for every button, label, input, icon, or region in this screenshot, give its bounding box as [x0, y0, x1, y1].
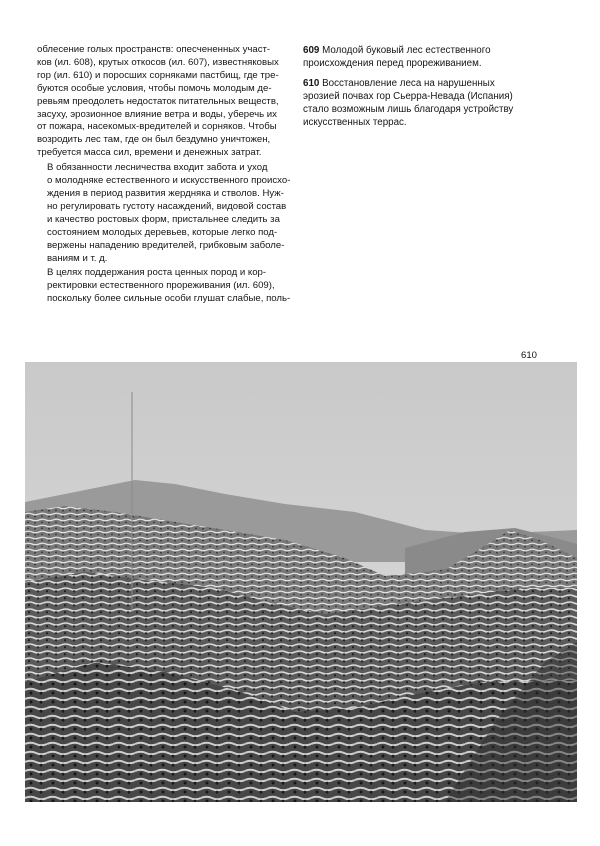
- text-line: ков (ил. 608), крутых откосов (ил. 607), известняковых: [37, 56, 279, 68]
- text-line: о молодняке естественного и искусственного происхо-: [47, 175, 291, 187]
- text-line: ректировки естественного прореживания (ил. 609),: [47, 280, 275, 292]
- text-line: облесение голых пространств: опесчененных участ-: [37, 44, 271, 55]
- text-line: В целях поддержания роста ценных пород и кор-: [47, 267, 267, 279]
- text-line: ждения в период развития жердняка и стволов. Нуж-: [47, 187, 284, 199]
- text-line: ваниям и т. д.: [47, 252, 108, 264]
- paragraph-2: [37, 162, 291, 265]
- text-line: поскольку более сильные особи глушат слабые, поль-: [47, 293, 291, 305]
- terraced-mountains-photo: [25, 362, 577, 802]
- paragraph-1: [37, 44, 278, 160]
- text-line: буются особые условия, чтобы помочь молодым де-: [37, 82, 272, 94]
- paragraph-3: [37, 267, 291, 306]
- caption-text: Молодой буковый лес естественного происхождения перед прореживанием.: [303, 45, 491, 69]
- text-line: но регулировать густоту насаждений, видовой состав: [47, 200, 287, 212]
- figure-number: 610: [521, 350, 538, 361]
- text-line: возродить лес там, где он был бездумно уничтожен,: [37, 134, 271, 146]
- caption-610: [303, 77, 523, 129]
- text-line: засуху, эрозионное влияние ветра и воды, уберечь их: [37, 108, 277, 120]
- text-line: вержены нападению вредителей, грибковым заболе-: [47, 239, 285, 251]
- captions-column: [303, 44, 523, 136]
- caption-number: 610: [303, 78, 320, 89]
- caption-609: [303, 44, 523, 70]
- text-line: ревьям преодолеть недостаток питательных веществ,: [37, 95, 279, 107]
- caption-text: Восстановление леса на нарушенных эрозией почвах гор Сьерра-Невада (Испания) стало возможным лишь благодаря устройству искусственных террас.: [303, 78, 514, 128]
- caption-number: 609: [303, 45, 320, 56]
- text-line: от пожара, насекомых-вредителей и сорняков. Чтобы: [37, 121, 277, 133]
- text-line: требуется масса сил, времени и денежных затрат.: [37, 147, 262, 159]
- body-text-column: [37, 44, 291, 306]
- text-line: гор (ил. 610) и поросших сорняками пастбищ, где тре-: [37, 69, 279, 81]
- text-line: и качество ростовых форм, пристальнее следить за: [47, 213, 280, 225]
- text-line: В обязанности лесничества входит забота и уход: [47, 162, 268, 174]
- mountain-photo-icon: [25, 362, 577, 802]
- text-line: состоянием молодых деревьев, которые легко под-: [47, 226, 278, 238]
